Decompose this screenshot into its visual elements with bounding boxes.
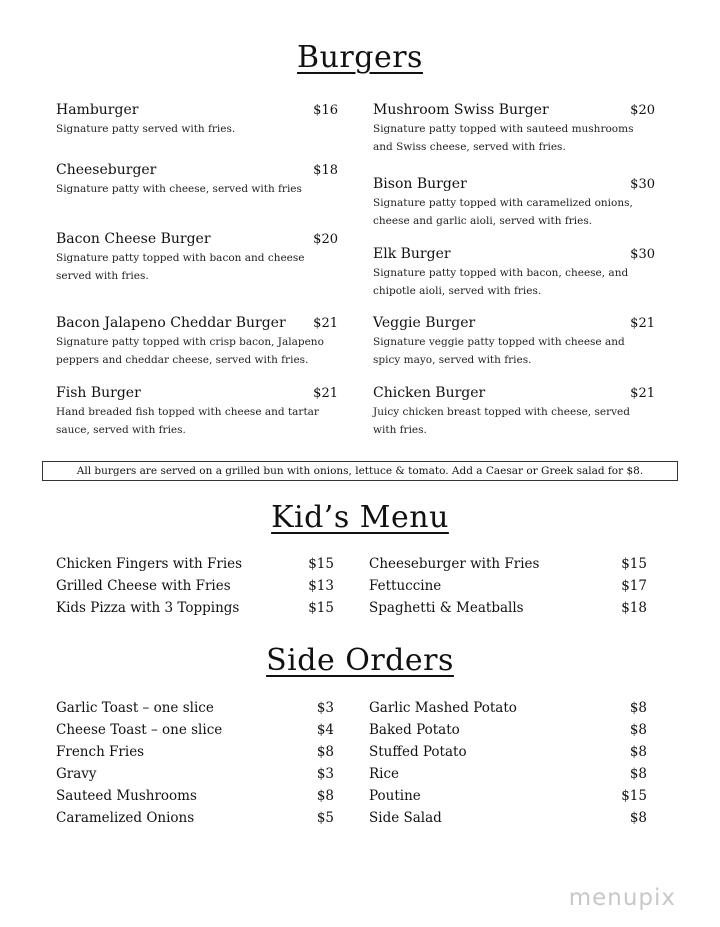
item-name: Fish Burger — [56, 385, 141, 401]
item-price: $3 — [316, 766, 334, 782]
burgers-note: All burgers are served on a grilled bun with onions, lettuce & tomato. Add a Caesar or Greek salad for $8. — [42, 461, 678, 481]
list-item — [56, 575, 334, 597]
item-name: Hamburger — [56, 102, 139, 118]
item-name: Side Salad — [369, 810, 442, 826]
list-item — [56, 807, 334, 829]
list-item — [369, 697, 647, 719]
item-name: Kids Pizza with 3 Toppings — [56, 600, 240, 616]
list-item — [369, 575, 647, 597]
list-item — [56, 597, 334, 619]
item-name: Veggie Burger — [373, 315, 476, 331]
menu-item — [56, 385, 338, 439]
item-price: $8 — [629, 810, 647, 826]
item-name: Bacon Jalapeno Cheddar Burger — [56, 315, 286, 331]
item-price: $8 — [316, 744, 334, 760]
list-item — [369, 807, 647, 829]
item-price: $18 — [313, 163, 338, 178]
item-description: Signature patty with cheese, served with fries — [56, 183, 302, 195]
list-item — [56, 697, 334, 719]
list-item — [369, 597, 647, 619]
item-description: Signature patty topped with bacon and cheese served with fries. — [56, 252, 305, 282]
item-description: Signature patty topped with crisp bacon, Jalapeno peppers and cheddar cheese, served with fries. — [56, 336, 324, 366]
list-item — [369, 553, 647, 575]
menupix-watermark: menupix — [568, 885, 676, 911]
item-price: $20 — [630, 103, 655, 118]
menu-item — [56, 315, 338, 369]
item-name: Garlic Mashed Potato — [369, 700, 517, 716]
item-name: Chicken Burger — [373, 385, 486, 401]
item-price: $15 — [308, 556, 334, 572]
list-item — [369, 719, 647, 741]
item-name: Spaghetti & Meatballs — [369, 600, 524, 616]
item-name: Cheeseburger — [56, 162, 157, 178]
item-name: Fettuccine — [369, 578, 442, 594]
item-name: Poutine — [369, 788, 421, 804]
item-price: $17 — [621, 578, 647, 594]
item-description: Juicy chicken breast topped with cheese, served with fries. — [373, 406, 630, 436]
sides-right-list — [369, 697, 647, 829]
menu-item — [56, 102, 338, 138]
menu-item — [373, 246, 655, 300]
item-price: $15 — [621, 556, 647, 572]
item-price: $8 — [629, 744, 647, 760]
item-description: Signature patty topped with caramelized onions, cheese and garlic aioli, served with fries. — [373, 197, 633, 227]
item-price: $8 — [629, 722, 647, 738]
item-name: Rice — [369, 766, 400, 782]
item-price: $21 — [630, 316, 655, 331]
menu-item — [56, 162, 338, 198]
list-item — [369, 785, 647, 807]
item-price: $21 — [313, 316, 338, 331]
item-description: Signature veggie patty topped with cheese and spicy mayo, served with fries. — [373, 336, 625, 366]
list-item — [369, 763, 647, 785]
item-name: Garlic Toast – one slice — [56, 700, 214, 716]
item-name: Gravy — [56, 766, 97, 782]
item-name: French Fries — [56, 744, 145, 760]
item-name: Baked Potato — [369, 722, 460, 738]
kids-right-list — [369, 553, 647, 619]
item-price: $8 — [629, 700, 647, 716]
item-name: Caramelized Onions — [56, 810, 195, 826]
item-price: $30 — [630, 177, 655, 192]
item-description: Signature patty topped with sauteed mushrooms and Swiss cheese, served with fries. — [373, 123, 634, 153]
list-item — [56, 785, 334, 807]
item-name: Grilled Cheese with Fries — [56, 578, 231, 594]
list-item — [369, 741, 647, 763]
item-name: Bacon Cheese Burger — [56, 231, 211, 247]
item-price: $15 — [308, 600, 334, 616]
item-description: Signature patty served with fries. — [56, 123, 236, 135]
menu-item — [373, 385, 655, 439]
item-name: Cheeseburger with Fries — [369, 556, 540, 572]
sides-left-list — [56, 697, 334, 829]
item-name: Chicken Fingers with Fries — [56, 556, 243, 572]
item-price: $15 — [621, 788, 647, 804]
item-price: $13 — [308, 578, 334, 594]
kids-left-list — [56, 553, 334, 619]
item-name: Sauteed Mushrooms — [56, 788, 197, 804]
item-price: $8 — [316, 788, 334, 804]
side-orders-title: Side Orders — [266, 643, 454, 678]
item-price: $18 — [621, 600, 647, 616]
item-name: Elk Burger — [373, 246, 451, 262]
list-item — [56, 763, 334, 785]
item-name: Mushroom Swiss Burger — [373, 102, 549, 118]
item-name: Cheese Toast – one slice — [56, 722, 223, 738]
item-name: Bison Burger — [373, 176, 467, 192]
menu-item — [373, 176, 655, 230]
list-item — [56, 553, 334, 575]
item-price: $16 — [313, 103, 338, 118]
menu-item — [56, 231, 338, 285]
item-description: Signature patty topped with bacon, cheese, and chipotle aioli, served with fries. — [373, 267, 629, 297]
item-description: Hand breaded fish topped with cheese and tartar sauce, served with fries. — [56, 406, 319, 436]
menu-item — [373, 315, 655, 369]
burgers-title: Burgers — [297, 40, 423, 75]
item-price: $4 — [316, 722, 334, 738]
kids-menu-title: Kid’s Menu — [271, 500, 449, 535]
list-item — [56, 741, 334, 763]
item-price: $5 — [316, 810, 334, 826]
item-price: $3 — [316, 700, 334, 716]
item-price: $21 — [630, 386, 655, 401]
item-price: $21 — [313, 386, 338, 401]
item-price: $20 — [313, 232, 338, 247]
item-price: $8 — [629, 766, 647, 782]
item-name: Stuffed Potato — [369, 744, 467, 760]
menu-item — [373, 102, 655, 156]
list-item — [56, 719, 334, 741]
item-price: $30 — [630, 247, 655, 262]
